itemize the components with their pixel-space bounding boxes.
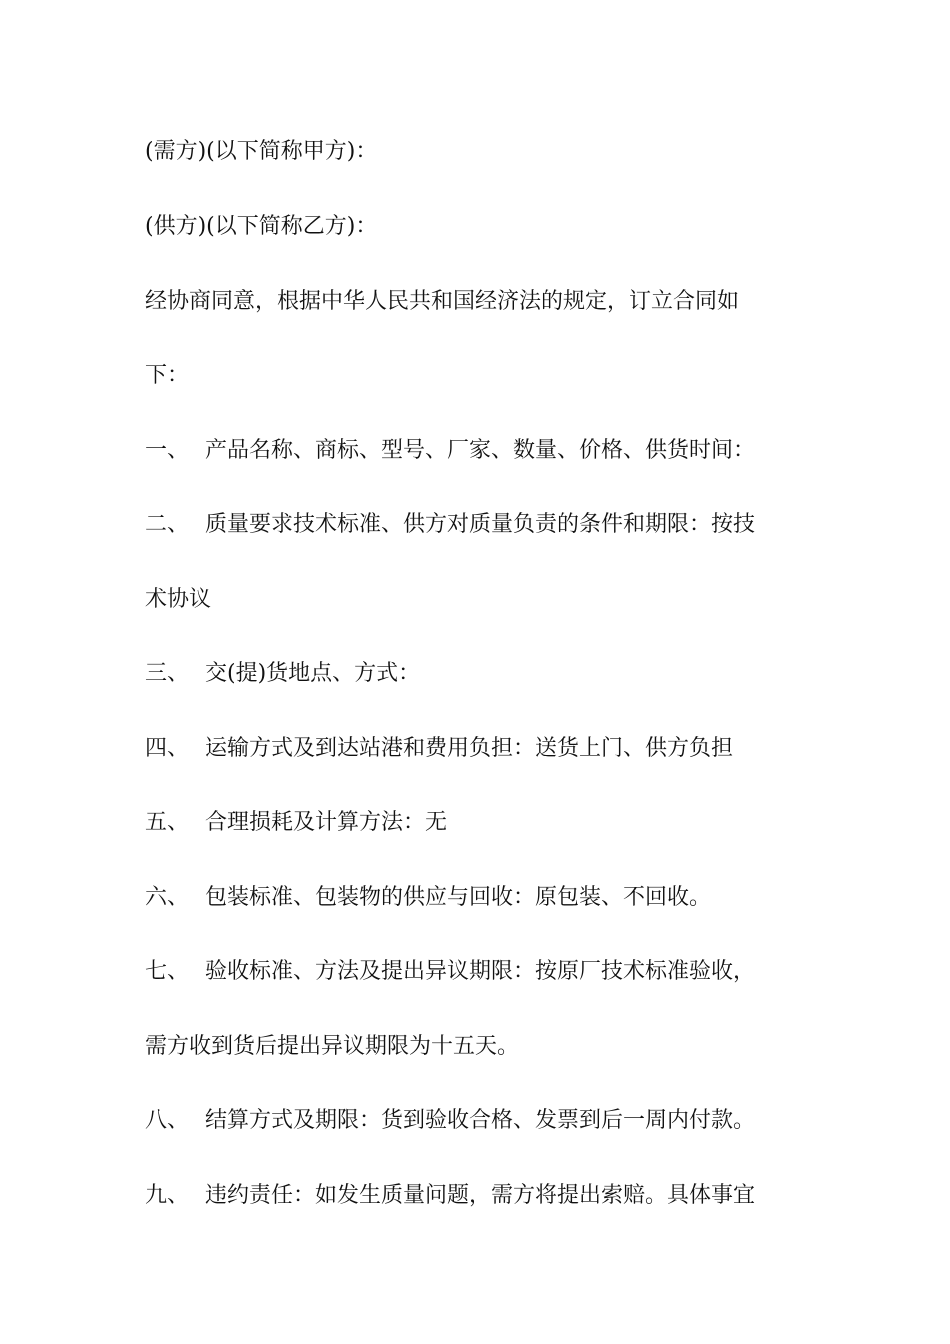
- clause-4: [145, 734, 825, 764]
- clause-text: 包装标准、包装物的供应与回收：原包装、不回收。: [205, 885, 712, 910]
- clause-text: 交(提)货地点、方式：: [205, 661, 421, 686]
- clause-text: 产品名称、商标、型号、厂家、数量、价格、供货时间：: [205, 438, 756, 463]
- clause-text: 验收标准、方法及提出异议期限：按原厂技术标准验收，: [205, 959, 756, 984]
- clause-number: 四、: [145, 736, 190, 761]
- clause-text: 结算方式及期限：货到验收合格、发票到后一周内付款。: [205, 1108, 756, 1133]
- clause-number: 三、: [145, 661, 190, 686]
- clause-text: 运输方式及到达站港和费用负担：送货上门、供方负担: [205, 736, 734, 761]
- clause-text: 合理损耗及计算方法：无: [205, 810, 448, 835]
- clause-8: [145, 1106, 825, 1136]
- clause-number: 二、: [145, 512, 190, 537]
- clause-number: 七、: [145, 959, 190, 984]
- clause-number: 八、: [145, 1108, 190, 1133]
- clause-7-continuation: 需方收到货后提出异议期限为十五天。: [145, 1034, 520, 1059]
- clause-text: 违约责任：如发生质量问题，需方将提出索赔。具体事宜: [205, 1183, 756, 1208]
- clause-text: 质量要求技术标准、供方对质量负责的条件和期限：按技: [205, 512, 756, 537]
- clause-2: [145, 510, 825, 540]
- clause-number: 九、: [145, 1183, 190, 1208]
- clause-9: [145, 1181, 825, 1211]
- party-b-line: (供方)(以下简称乙方)：: [145, 214, 378, 239]
- clause-number: 五、: [145, 810, 190, 835]
- clause-1: [145, 436, 825, 466]
- clause-7: [145, 957, 825, 987]
- clause-6: [145, 883, 825, 913]
- clause-3: [145, 659, 825, 689]
- intro-line-2: 下：: [145, 363, 190, 388]
- party-a-line: (需方)(以下简称甲方)：: [145, 139, 378, 164]
- intro-line-1: 经协商同意，根据中华人民共和国经济法的规定，订立合同如: [145, 289, 740, 314]
- clause-2-continuation: 术协议: [145, 587, 212, 612]
- clause-5: [145, 808, 825, 838]
- clause-number: 一、: [145, 438, 190, 463]
- clause-number: 六、: [145, 885, 190, 910]
